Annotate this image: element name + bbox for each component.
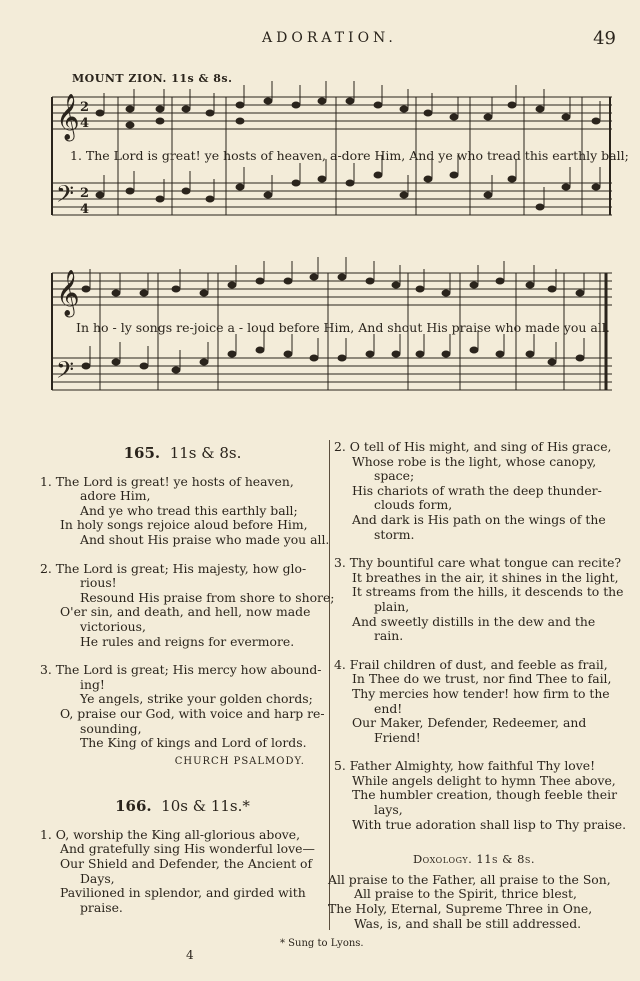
verse-line: lays, [374,802,403,818]
verse-line: Ye angels, strike your golden chords; [80,691,313,707]
lyric-line-2: In ho - ly songs re-joice a - loud before Him, And shout His praise who made you all. [76,320,610,335]
verse-line: And ye who tread this earthly ball; [80,502,298,518]
verse-line: The King of kings and Lord of lords. [80,735,307,751]
staff-bass-1 [52,183,612,215]
column-divider [329,440,330,930]
verse-line: The humbler creation, though feeble their [352,787,618,803]
verse-line: O, praise our God, with voice and harp re- [60,705,325,721]
svg-text:4: 4 [80,202,90,217]
hymn-166-heading [40,799,325,814]
bass-clef-icon: 𝄢 [56,180,75,213]
right-column [328,439,627,945]
verse-line: 3. Thy bountiful care what tongue can recite? [334,555,622,571]
left-column [40,440,335,929]
verse-line: He rules and reigns for evermore. [80,633,295,649]
verse-line: rious! [80,575,117,591]
lyric-line-1: 1. The Lord is great! ye hosts of heaven, a-dore Him, And ye who tread this earthly ball; [70,148,629,163]
hymn-166-meter: 10s & 11s.* [161,797,250,816]
verse-line: Our Maker, Defender, Redeemer, and [352,715,587,731]
verse-line: All praise to the Father, all praise to the Son, [328,871,611,887]
hymn-165-stanza-right-2 [334,440,614,542]
doxology-heading: Doxology. 11s & 8s. [412,852,536,867]
hymn-165-meter: 11s & 8s. [169,444,242,462]
running-header: ADORATION. [262,30,397,46]
verse-line: Days, [80,870,115,886]
verse-line: 4. Frail children of dust, and feeble as frail, [334,656,608,672]
hymn-166-number: 166. [115,797,152,816]
verse-line: clouds form, [374,497,453,513]
verse-line: 1. O, worship the King all-glorious above, [40,826,301,842]
footnote: * Sung to Lyons. [280,938,364,949]
verse-line: rain. [374,628,404,644]
hymn-165-stanza-3 [40,663,325,751]
verse-line: end! [374,700,403,716]
attribution: CHURCH PSALMODY. [174,755,305,767]
svg-text:2: 2 [80,186,90,201]
verse-line: victorious, [80,618,146,634]
verse-line: Thy mercies how tender! how firm to the [352,685,610,701]
staff-treble-2 [52,273,612,305]
verse-line: It breathes in the air, it shines in the light, [352,569,619,585]
verse-line: And shout His praise who made you all. [80,531,330,547]
verse-line: storm. [374,526,415,542]
verse-line: Pavilioned in splendor, and girded with [60,885,306,901]
verse-line: In holy songs rejoice aloud before Him, [60,517,308,533]
staff-bass-2 [52,358,612,390]
verse-line: space; [374,468,415,484]
notes-system-2 [82,257,584,373]
verse-line: ing! [80,676,105,692]
hymn-165-heading [40,446,325,461]
staff-treble-1 [52,97,612,129]
verse-line: Resound His praise from shore to shore; [80,589,335,605]
music-score [0,0,640,420]
hymn-165-number: 165. [123,444,161,462]
tune-name: MOUNT ZION. 11s & 8s. [72,72,233,85]
verse-line: praise. [80,899,123,915]
verse-line: O'er sin, and death, and hell, now made [60,604,311,620]
svg-text:𝄢: 𝄢 [56,356,75,389]
verse-line: 3. The Lord is great; His mercy how abound- [40,662,322,678]
hymn-165-stanza-1 [40,473,330,548]
verse-line: While angels delight to hymn Thee above, [352,772,616,788]
verse-line: Was, is, and shall be still addressed. [354,915,582,931]
svg-text:𝄞: 𝄞 [56,270,80,316]
verse-line: In Thee do we trust, nor find Thee to fail, [352,671,612,687]
verse-line: And sweetly distills in the dew and the [352,613,596,629]
verse-line: Whose robe is the light, whose canopy, [352,453,597,469]
verse-line: All praise to the Spirit, thrice blest, [354,886,577,902]
svg-text:4: 4 [80,116,90,131]
verse-line: His chariots of wrath the deep thunder- [352,482,602,498]
treble-clef-icon: 𝄞 [56,94,80,140]
verse-line: 1. The Lord is great! ye hosts of heaven, [40,473,294,489]
hymn-166-stanza-1 [40,828,325,916]
verse-line: Friend! [374,729,421,745]
hymn-165-stanza-right-4 [334,658,614,746]
verse-line: It streams from the hills, it descends to the [352,584,624,600]
hymn-165-stanza-2 [40,560,335,650]
verse-line: And dark is His path on the wings of the [352,511,606,527]
hymn-165-stanza-right-3 [334,555,624,644]
hymn-165-stanza-right-5 [334,758,627,832]
verse-line: adore Him, [80,488,151,504]
doxology-stanza [328,871,614,931]
verse-line: And gratefully sing His wonderful love— [60,841,315,857]
verse-line: With true adoration shall lisp to Thy praise. [352,816,627,832]
svg-text:2: 2 [80,100,90,115]
verse-line: plain, [374,598,410,614]
verse-line: The Holy, Eternal, Supreme Three in One, [328,901,593,917]
signature-mark: 4 [186,948,194,962]
verse-line: 2. The Lord is great; His majesty, how glo- [40,560,307,576]
page-number: 49 [593,28,616,49]
verse-line: Our Shield and Defender, the Ancient of [60,856,313,872]
verse-line: 2. O tell of His might, and sing of His grace, [334,439,612,454]
verse-line: sounding, [80,720,142,736]
verse-line: 5. Father Almighty, how faithful Thy love! [334,758,596,774]
